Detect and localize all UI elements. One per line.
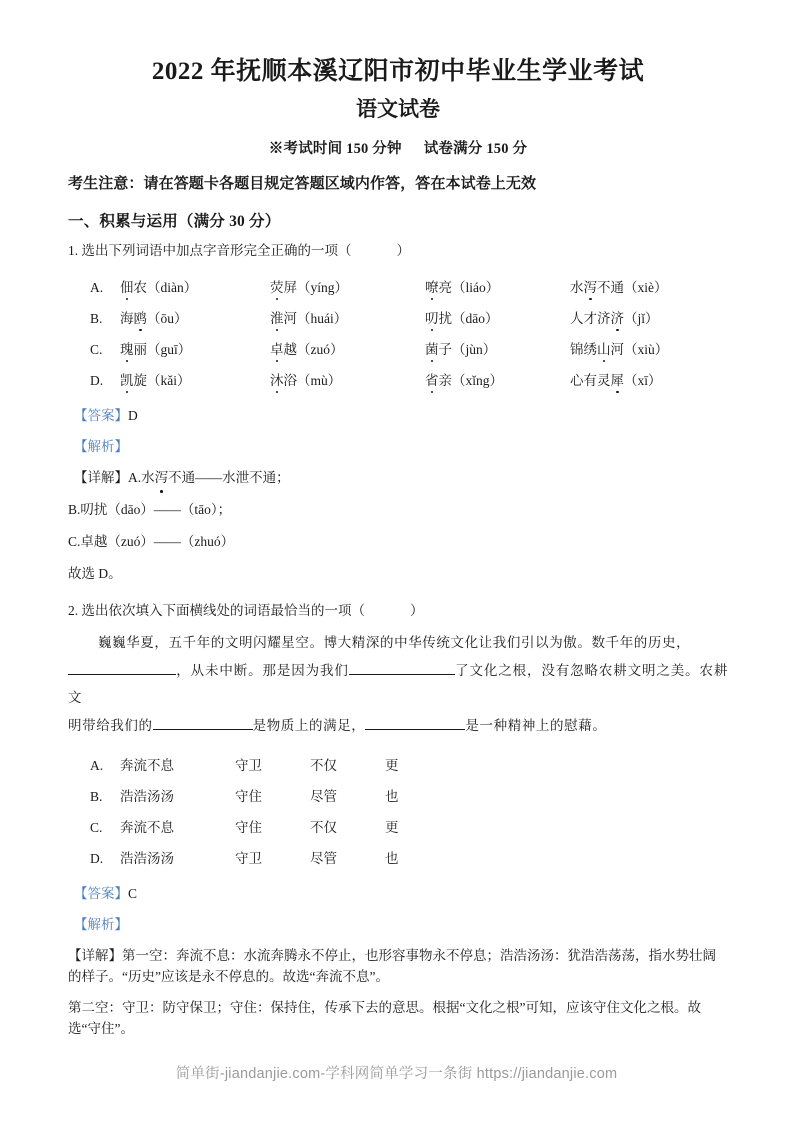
emphasis-char: 济 xyxy=(611,307,625,327)
page-subtitle: 语文试卷 xyxy=(356,97,440,121)
question-2-option-word-3[interactable]: 尽管 xyxy=(310,851,337,867)
question-2-option-word-4[interactable]: 更 xyxy=(385,820,399,836)
question-1-option-letter: D. xyxy=(90,373,104,389)
question-1-detail-2: C.卓越（zuó）——（zhuó） xyxy=(68,533,235,549)
question-1-option-item[interactable]: 卓越（zuó） xyxy=(270,333,425,364)
detail-tag: 【详解】 xyxy=(74,470,128,486)
question-1-detail-1: B.叨扰（dāo）——（tāo）； xyxy=(68,501,232,517)
emphasis-char: 瑰 xyxy=(120,338,134,358)
footer-watermark: 简单街-jiandanjie.com-学科网简单学习一条街 https://jiandanjie.com xyxy=(175,1066,618,1082)
passage-blank-4 xyxy=(365,729,465,730)
passage-line-2b: 了文化之根，没有忽略农耕文明之美。农耕文 xyxy=(68,662,728,707)
emphasis-char: 犀 xyxy=(611,369,625,389)
candidate-notice: 考生注意：请在答题卡各题目规定答题区域内作答，答在本试卷上无效 xyxy=(68,176,537,193)
question-1-answer-line xyxy=(68,406,728,426)
passage-line-1: 巍巍华夏，五千年的文明闪耀星空。博大精深的中华传统文化让我们引以为傲。数千年的历史， xyxy=(98,634,691,651)
emphasis-char: 省 xyxy=(425,369,439,389)
emphasis-char: 嘹 xyxy=(425,276,439,296)
question-1-options xyxy=(68,271,728,395)
question-1-option-item[interactable]: 人才济济（jǐ） xyxy=(570,302,728,333)
question-2-option-letter: C. xyxy=(90,820,103,836)
question-1-option-item[interactable]: 省亲（xǐng） xyxy=(425,364,570,395)
page-title: 2022 年抚顺本溪辽阳市初中毕业生学业考试 xyxy=(151,58,645,85)
question-2-option-word-2[interactable]: 守卫 xyxy=(235,851,262,867)
passage-line-2a: ，从未中断。那是因为我们 xyxy=(176,662,349,679)
section-heading: 一、积累与运用（满分 30 分） xyxy=(68,213,281,231)
question-1-detail-2-row xyxy=(68,532,728,553)
emphasis-char: 山 xyxy=(597,338,611,358)
question-1-option-item[interactable]: 水泻不通（xiè） xyxy=(570,271,728,302)
question-1-option-row[interactable] xyxy=(68,364,728,395)
question-1-detail-3-row xyxy=(68,564,728,585)
question-2-option-word-4[interactable]: 也 xyxy=(385,789,399,805)
question-2-option-word-3[interactable]: 不仅 xyxy=(310,820,337,836)
question-2-option-row[interactable] xyxy=(68,842,728,873)
question-1-text: 选出下列词语中加点字音形完全正确的一项 xyxy=(81,243,338,259)
question-2-passage xyxy=(68,630,728,741)
question-1-option-item[interactable]: 嘹亮（liáo） xyxy=(425,271,570,302)
emphasis-char: 叨 xyxy=(425,307,439,327)
emphasis-char: 鸥 xyxy=(134,307,148,327)
passage-blank-3 xyxy=(153,729,253,730)
answer-tag: 【答案】 xyxy=(74,407,128,423)
question-1-detail-first xyxy=(68,468,728,489)
question-1-option-item[interactable]: 凯旋（kǎi） xyxy=(120,364,270,395)
question-1-option-item[interactable]: 叨扰（dāo） xyxy=(425,302,570,333)
question-2-answer-line xyxy=(68,884,728,904)
question-2-option-word-1[interactable]: 浩浩汤汤 xyxy=(120,851,174,867)
question-2-option-word-3[interactable]: 尽管 xyxy=(310,789,337,805)
question-1-detail-0: A.水泻不通——水泄不通； xyxy=(128,470,290,485)
emphasis-char: 泻 xyxy=(155,468,169,489)
question-1-option-row[interactable] xyxy=(68,302,728,333)
passage-line-3c: 是一种精神上的慰藉。 xyxy=(465,718,607,734)
analysis-tag: 【解析】 xyxy=(74,438,128,454)
question-2-option-word-2[interactable]: 守住 xyxy=(235,789,262,805)
emphasis-char: 沐 xyxy=(270,369,284,389)
question-2-option-row[interactable] xyxy=(68,749,728,780)
question-1-option-item[interactable]: 佃农（diàn） xyxy=(120,271,270,302)
passage-blank-1 xyxy=(68,674,176,675)
question-2-option-word-1[interactable]: 奔流不息 xyxy=(120,758,174,774)
question-1-number: 1. xyxy=(68,243,79,259)
question-2-number: 2. xyxy=(68,602,79,618)
emphasis-char: 凯 xyxy=(120,369,134,389)
question-1-option-row[interactable] xyxy=(68,271,728,302)
question-1-option-item[interactable]: 海鸥（ōu） xyxy=(120,302,270,333)
answer-tag: 【答案】 xyxy=(74,885,128,901)
emphasis-char: 泻 xyxy=(584,276,598,296)
question-2-option-word-4[interactable]: 更 xyxy=(385,758,399,774)
emphasis-char: 佃 xyxy=(120,276,134,296)
emphasis-char: 菌 xyxy=(425,338,439,358)
question-1-detail-3: 故选 D。 xyxy=(68,565,122,581)
exam-time: ※考试时间 150 分钟 xyxy=(268,141,402,158)
detail-tag: 【详解】 xyxy=(68,948,122,964)
question-2-option-letter: B. xyxy=(90,789,103,805)
question-1-option-item[interactable]: 沐浴（mù） xyxy=(270,364,425,395)
question-2-option-row[interactable] xyxy=(68,780,728,811)
question-1-option-item[interactable]: 荧屏（yíng） xyxy=(270,271,425,302)
question-2-text: 选出依次填入下面横线处的词语最恰当的一项 xyxy=(81,602,352,618)
question-2-option-letter: A. xyxy=(90,758,104,774)
question-2-option-row[interactable] xyxy=(68,811,728,842)
question-1-option-item[interactable]: 锦绣山河（xiù） xyxy=(570,333,728,364)
question-2-analysis-line xyxy=(68,915,728,935)
question-1-option-letter: A. xyxy=(90,280,104,296)
question-1-option-row[interactable] xyxy=(68,333,728,364)
question-2-detail-first xyxy=(68,946,728,988)
emphasis-char: 卓 xyxy=(270,338,284,358)
question-1-analysis-line xyxy=(68,437,728,457)
question-2-option-word-2[interactable]: 守住 xyxy=(235,820,262,836)
question-1-option-item[interactable]: 淮河（huái） xyxy=(270,302,425,333)
question-1-option-item[interactable]: 菌子（jùn） xyxy=(425,333,570,364)
question-2-option-word-1[interactable]: 奔流不息 xyxy=(120,820,174,836)
question-1-option-item[interactable]: 瑰丽（guī） xyxy=(120,333,270,364)
question-1-answer-paren: （ ） xyxy=(338,243,416,259)
question-2-option-letter: D. xyxy=(90,851,104,867)
question-1-option-letter: B. xyxy=(90,311,103,327)
question-2-detail-1: 第二空：守卫：防守保卫；守住：保持住，传承下去的意思。根据“文化之根”可知，应该守住文化之根。故选“守住”。 xyxy=(68,1000,701,1036)
emphasis-char: 荧 xyxy=(270,276,284,296)
question-1-option-letter: C. xyxy=(90,342,103,358)
question-2-answer-value: C xyxy=(128,885,138,901)
question-2-detail-0: 第一空：奔流不息：水流奔腾永不停止，也形容事物永不停息；浩浩汤汤：犹浩浩荡荡，指水势壮阔的样子。“历史”应该是永不停息的。故选“奔流不息”。 xyxy=(68,948,716,985)
question-2-option-word-1[interactable]: 浩浩汤汤 xyxy=(120,789,174,805)
analysis-tag: 【解析】 xyxy=(74,916,128,932)
exam-meta xyxy=(68,137,728,158)
question-2-stem xyxy=(68,601,728,621)
passage-line-3b: 是物质上的满足， xyxy=(252,718,366,734)
question-1-option-item[interactable]: 心有灵犀（xī） xyxy=(570,364,728,395)
question-2-option-word-3[interactable]: 不仅 xyxy=(310,758,337,774)
emphasis-char: 淮 xyxy=(270,307,284,327)
question-2-detail-1-row xyxy=(68,998,728,1040)
page-content xyxy=(68,56,728,1040)
question-2-option-word-2[interactable]: 守卫 xyxy=(235,758,262,774)
question-2-answer-paren: （ ） xyxy=(351,602,430,618)
exam-total-score: 试卷满分 150 分 xyxy=(423,141,528,158)
question-1-stem xyxy=(68,241,728,261)
question-1-answer-value: D xyxy=(128,407,138,423)
question-2-option-word-4[interactable]: 也 xyxy=(385,851,399,867)
question-2-options xyxy=(68,749,728,873)
passage-blank-2 xyxy=(349,674,455,675)
passage-line-3a: 明带给我们的 xyxy=(68,718,153,734)
question-1-detail-1-row xyxy=(68,500,728,521)
